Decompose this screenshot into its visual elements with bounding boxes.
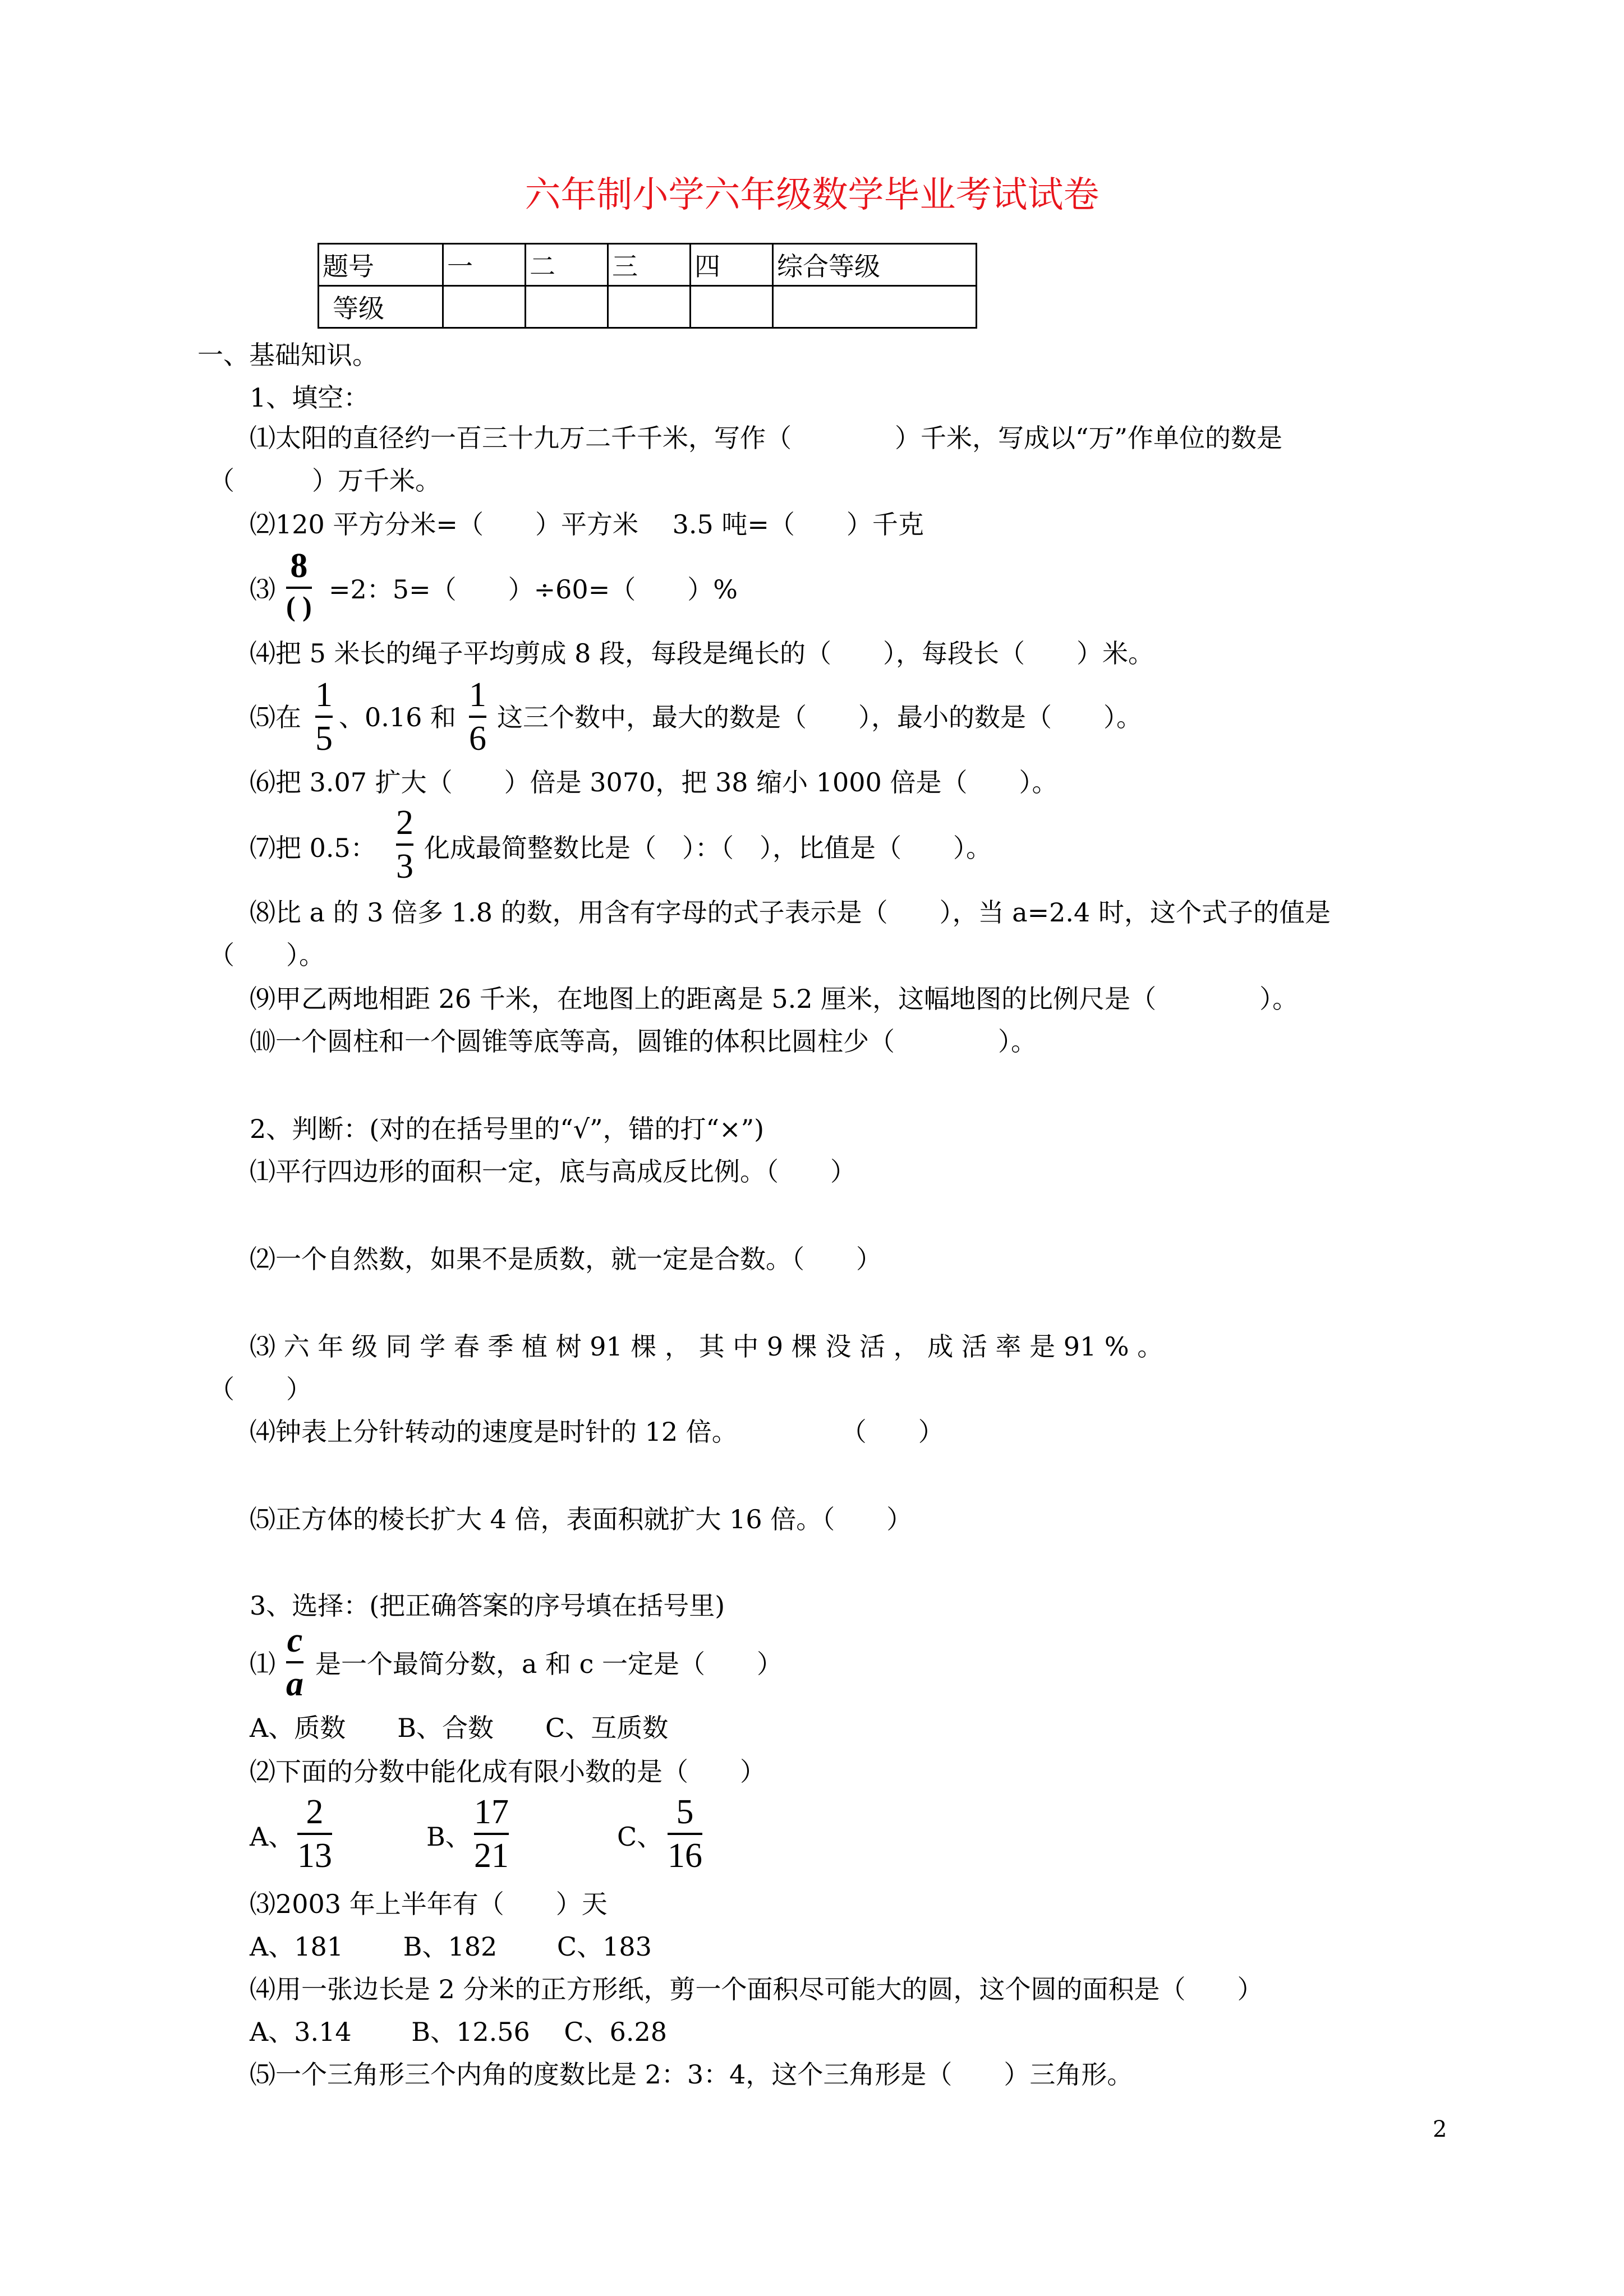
grade-table <box>318 243 977 329</box>
fill-q9: ⑼甲乙两地相距 26 千米，在地图上的距离是 5.2 厘米，这幅地图的比例尺是（ ）。 <box>250 984 1299 1014</box>
fraction-numerator: 2 <box>396 804 413 842</box>
choice-q4-options: A、3.14 B、12.56 C、6.28 <box>250 2017 667 2047</box>
choice-q2: ⑵下面的分数中能化成有限小数的是（ ） <box>250 1756 766 1787</box>
grade-table-cell: 二 <box>526 244 608 286</box>
choice-q2-option-c-label: C、 <box>617 1822 663 1852</box>
judge-q3-line1: ⑶ 六 年 级 同 学 春 季 植 树 91 棵 ， 其 中 9 棵 没 活 ， 成 活 率 是 91 % 。 <box>250 1331 1163 1362</box>
fraction-denominator: 5 <box>315 720 333 758</box>
choice-q2-option-b-label: B、 <box>426 1822 471 1852</box>
fraction-2-over-13 <box>297 1795 332 1873</box>
fill-q5-part-b: 、0.16 和 <box>339 702 457 732</box>
choice-heading: 3、选择：(把正确答案的序号填在括号里) <box>250 1590 725 1621</box>
fraction-1-over-5 <box>315 677 333 756</box>
grade-table-cell: 综合等级 <box>773 244 977 286</box>
fill-q7-part-a: ⑺把 0.5： <box>250 833 376 863</box>
fraction-8-over-blank <box>286 548 312 620</box>
fraction-1-over-6 <box>469 677 486 756</box>
fraction-numerator: 8 <box>290 547 308 585</box>
fill-q8-line2: （ ）。 <box>209 940 325 970</box>
fraction-denominator: ( ) <box>286 591 312 622</box>
fraction-5-over-16 <box>668 1795 702 1873</box>
fraction-bar <box>474 1833 509 1835</box>
choice-q4: ⑷用一张边长是 2 分米的正方形纸，剪一个面积尽可能大的圆，这个圆的面积是（ ） <box>250 1974 1263 2004</box>
grade-table-empty-cell <box>443 286 526 328</box>
fraction-numerator: 5 <box>676 1793 694 1831</box>
fill-q8-line1: ⑻比 a 的 3 倍多 1.8 的数，用含有字母的式子表示是（ ），当 a=2.4 时，这个式子的值是 <box>250 897 1331 928</box>
fraction-2-over-3 <box>396 805 413 884</box>
fraction-numerator: 2 <box>306 1793 324 1831</box>
fraction-bar <box>297 1833 332 1835</box>
fill-heading: 1、填空： <box>250 382 370 413</box>
exam-title: 六年制小学六年级数学毕业考试试卷 <box>525 174 1099 216</box>
choice-q1-text: 是一个最简分数，a 和 c 一定是（ ） <box>315 1649 783 1679</box>
grade-table-empty-cell <box>526 286 608 328</box>
grade-table-empty-cell <box>691 286 773 328</box>
grade-table-empty-cell <box>773 286 977 328</box>
fraction-bar <box>469 716 486 718</box>
fill-q1-line2: （ ）万千米。 <box>209 465 441 496</box>
fraction-17-over-21 <box>474 1795 509 1873</box>
fraction-bar <box>396 843 413 846</box>
fill-q10: ⑽一个圆柱和一个圆锥等底等高，圆锥的体积比圆柱少（ ）。 <box>250 1026 1037 1057</box>
grade-table-cell: 四 <box>691 244 773 286</box>
grade-table-grade-row <box>319 286 977 328</box>
fraction-bar <box>315 716 333 718</box>
grade-table-cell: 一 <box>443 244 526 286</box>
grade-table-empty-cell <box>608 286 691 328</box>
fraction-denominator: 6 <box>469 720 486 758</box>
grade-table-cell: 三 <box>608 244 691 286</box>
section-heading: 一、基础知识。 <box>197 340 378 370</box>
fill-q3-prefix: ⑶ <box>250 574 275 605</box>
fill-q6: ⑹把 3.07 扩大（ ）倍是 3070，把 38 缩小 1000 倍是（ ）。 <box>250 767 1058 797</box>
fraction-denominator: 21 <box>474 1837 509 1875</box>
fraction-numerator: 1 <box>315 676 333 714</box>
fraction-denominator: 16 <box>668 1837 702 1875</box>
judge-q3-line2: （ ） <box>209 1374 312 1404</box>
fill-q1-line1: ⑴太阳的直径约一百三十九万二千千米，写作（ ）千米，写成以“万”作单位的数是 <box>250 423 1283 453</box>
choice-q3-options: A、181 B、182 C、183 <box>250 1931 652 1962</box>
judge-q5: ⑸正方体的棱长扩大 4 倍，表面积就扩大 16 倍。（ ） <box>250 1504 913 1534</box>
fraction-bar <box>286 1661 303 1663</box>
fraction-numerator: c <box>287 1621 303 1659</box>
choice-q1-prefix: ⑴ <box>250 1649 275 1679</box>
fraction-numerator: 1 <box>469 676 486 714</box>
choice-q2-option-a-label: A、 <box>250 1822 295 1852</box>
fraction-c-over-a <box>286 1623 303 1702</box>
fraction-numerator: 17 <box>474 1793 509 1831</box>
fraction-denominator: 3 <box>396 847 413 886</box>
choice-q3: ⑶2003 年上半年有（ ）天 <box>250 1889 608 1919</box>
judge-q1: ⑴平行四边形的面积一定，底与高成反比例。（ ） <box>250 1156 856 1187</box>
grade-table-cell: 等级 <box>319 286 443 328</box>
grade-table-header-row <box>319 244 977 286</box>
judge-q4: ⑷钟表上分针转动的速度是时针的 12 倍。 （ ） <box>250 1417 944 1447</box>
fraction-bar <box>668 1833 702 1835</box>
choice-q1-options: A、质数 B、合数 C、互质数 <box>250 1713 669 1743</box>
fill-q2: ⑵120 平方分米=（ ）平方米 3.5 吨=（ ）千克 <box>250 509 924 540</box>
fill-q4: ⑷把 5 米长的绳子平均剪成 8 段，每段是绳长的（ ），每段长（ ）米。 <box>250 638 1154 668</box>
fraction-denominator: 13 <box>297 1837 332 1875</box>
fill-q3-rest: =2：5=（ ）÷60=（ ）% <box>329 574 738 605</box>
fill-q7-part-b: 化成最简整数比是（ ）：（ ），比值是（ ）。 <box>424 833 992 863</box>
fill-q5-part-a: ⑸在 <box>250 702 301 732</box>
fill-q5-part-c: 这三个数中，最大的数是（ ），最小的数是（ ）。 <box>497 702 1142 732</box>
judge-heading: 2、判断：(对的在括号里的“√”，错的打“×”) <box>250 1114 765 1144</box>
judge-q2: ⑵一个自然数，如果不是质数，就一定是合数。（ ） <box>250 1244 882 1274</box>
page-number: 2 <box>1433 2117 1447 2142</box>
grade-table-cell: 题号 <box>319 244 443 286</box>
choice-q5: ⑸一个三角形三个内角的度数比是 2：3：4，这个三角形是（ ）三角形。 <box>250 2059 1133 2090</box>
fraction-denominator: a <box>286 1665 303 1703</box>
fraction-bar <box>286 587 312 589</box>
